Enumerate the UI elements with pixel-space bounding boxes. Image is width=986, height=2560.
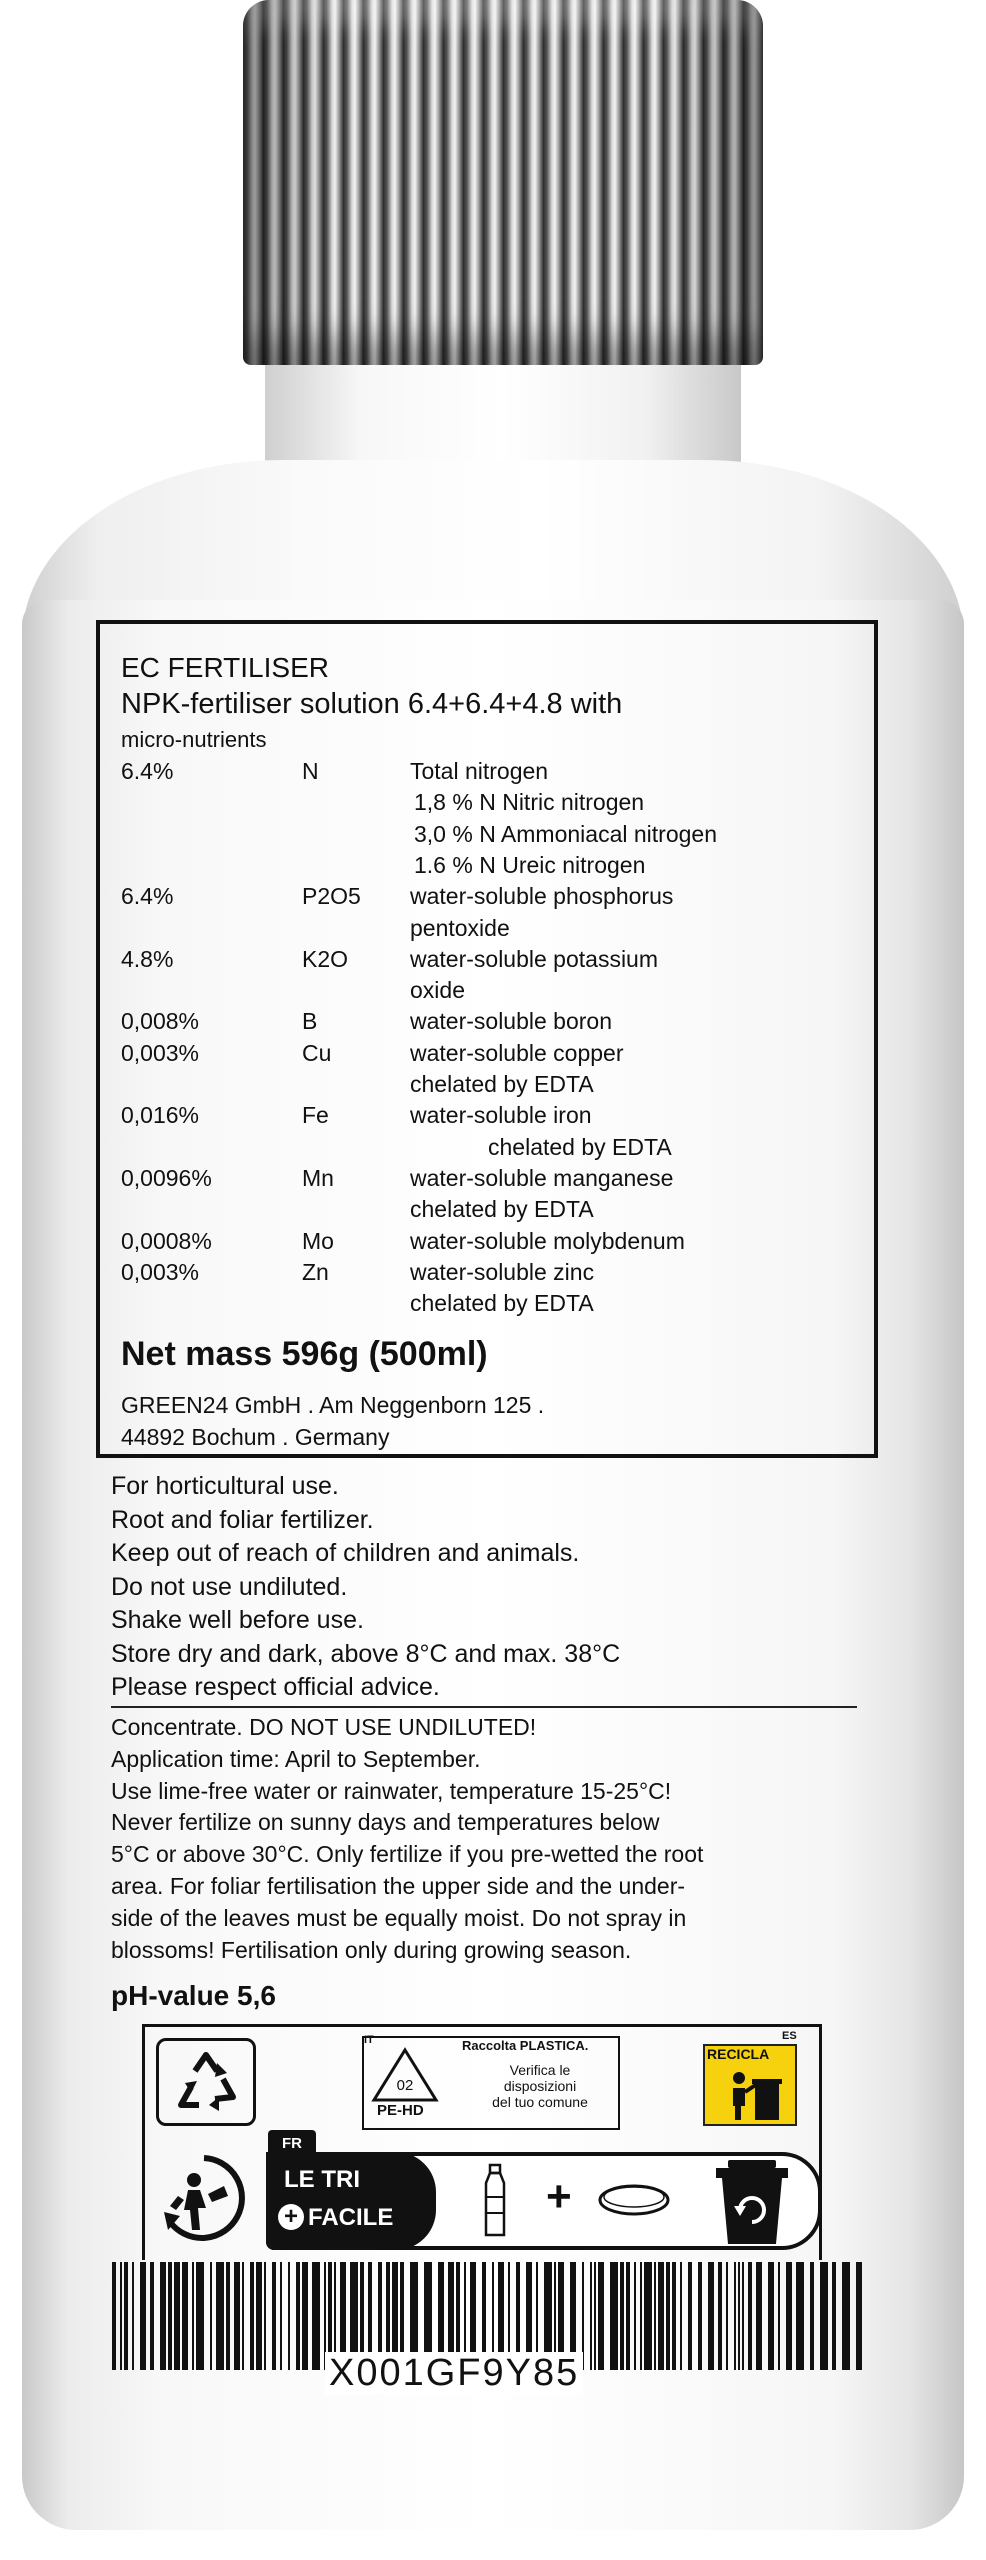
barcode-bar [132,2262,134,2370]
barcode-bar [610,2262,618,2370]
barcode-bar [112,2262,116,2370]
nutrient-desc: 1,8 % N Nitric nitrogen [414,789,645,816]
nutrient-sym: K2O [302,945,349,972]
barcode-bar [658,2262,664,2370]
barcode-bar [160,2262,166,2370]
nutrient-pct: 4.8% [121,945,174,972]
nutrient-desc: chelated by EDTA [410,1071,594,1097]
barcode-bar [590,2262,592,2370]
es-country-tag: ES [782,2030,797,2042]
nutrient-pct: 0,003% [121,1258,200,1285]
barcode-bar [168,2262,172,2370]
barcode-bar [598,2262,604,2370]
barcode-bar [288,2262,290,2370]
it-material-code: PE-HD [377,2102,424,2119]
fr-country-tag: FR [268,2130,316,2156]
nutrient-sym: Mn [302,1164,334,1191]
barcode-bar [768,2262,774,2370]
barcode-bar [680,2262,682,2370]
nutrient-pct: 0,0008% [121,1227,212,1254]
nutrient-sym: B [302,1008,318,1035]
barcode-bar [742,2262,744,2370]
nutrient-sym: Cu [302,1039,332,1066]
usage-line: Shake well before use. [111,1606,364,1634]
barcode-bar [280,2262,282,2370]
application-line: side of the leaves must be equally moist. Do not spray in [111,1904,687,1931]
barcode-bar [250,2262,254,2370]
barcode-bar [708,2262,714,2370]
barcode-bar [778,2262,780,2370]
letri-line-1: LE TRI [284,2166,360,2193]
bottle-cap-shading [243,0,763,365]
barcode-bar [626,2262,630,2370]
barcode-bar [620,2262,624,2370]
barcode-bar [842,2262,850,2370]
barcode-bar [272,2262,276,2370]
barcode-bar [150,2262,154,2370]
barcode-bar [234,2262,240,2370]
barcode-bar [748,2262,752,2370]
application-line: 5°C or above 30°C. Only fertilize if you pre-wetted the root [111,1841,704,1868]
nutrient-sym: N [302,758,319,784]
divider [111,1706,857,1708]
nutrient-sym: Zn [302,1258,329,1285]
application-line: blossoms! Fertilisation only during growing season. [111,1936,632,1963]
barcode-bar [634,2262,636,2370]
nutrient-desc: water-soluble iron [410,1102,592,1129]
recicla-label: RECICLA [707,2046,770,2062]
barcode-bar [302,2262,308,2370]
nutrient-desc: chelated by EDTA [410,1196,594,1223]
application-line: Never fertilize on sunny days and temperatures below [111,1809,660,1836]
it-verify-line-2: disposizioni [503,2078,577,2094]
product-subtitle: NPK-fertiliser solution 6.4+6.4+4.8 with [121,688,623,720]
barcode-bar [672,2262,676,2370]
barcode-bar [654,2262,656,2370]
triman-icon [150,2150,260,2246]
nutrient-desc: 3,0 % N Ammoniacal nitrogen [414,820,717,847]
product-title: EC FERTILISER [121,652,329,683]
barcode-bar [256,2262,262,2370]
letri-logo [266,2152,436,2250]
usage-line: Store dry and dark, above 8°C and max. 38°C [111,1639,621,1668]
application-line: Concentrate. DO NOT USE UNDILUTED! [111,1714,537,1740]
barcode-bar [174,2262,180,2370]
barcode-bar [192,2262,194,2370]
letri-line-2: FACILE [308,2204,394,2231]
nutrient-sym: P2O5 [302,883,361,910]
barcode-bar [640,2262,642,2370]
address-line-2: 44892 Bochum . Germany [121,1424,390,1450]
barcode-bar [718,2262,722,2370]
resin-code-triangle-icon [370,2046,440,2104]
nutrient-desc: water-soluble manganese [410,1164,674,1191]
barcode-bar [242,2262,244,2370]
nutrient-desc: chelated by EDTA [488,1133,672,1160]
barcode-bar [594,2262,596,2370]
application-line: Use lime-free water or rainwater, temperature 15-25°C! [111,1777,672,1804]
product-subtitle-2: micro-nutrients [121,727,267,752]
nutrient-desc: 1.6 % N Ureic nitrogen [414,851,646,878]
barcode-bar [196,2262,204,2370]
usage-line: Please respect official advice. [111,1673,440,1701]
nutrient-pct: 6.4% [121,758,174,784]
application-line: Application time: April to September. [111,1745,481,1772]
it-raccolta-label: Raccolta PLASTICA. [462,2038,589,2053]
application-line: area. For foliar fertilisation the upper side and the under- [111,1873,686,1899]
barcode-bar [820,2262,828,2370]
barcode-bar [734,2262,736,2370]
barcode-bar [688,2262,692,2370]
barcode-bar [210,2262,212,2370]
nutrient-desc: water-soluble phosphorus [410,883,674,910]
barcode-bar [644,2262,652,2370]
barcode-bar [140,2262,146,2370]
usage-line: For horticultural use. [111,1472,339,1500]
barcode-bar [296,2262,300,2370]
it-resin-code: 02 [396,2077,414,2094]
barcode-bar [726,2262,728,2370]
nutrient-sym: Fe [302,1102,329,1129]
nutrient-desc: water-soluble molybdenum [410,1227,685,1254]
nutrient-sym: Mo [302,1227,334,1254]
recycling-bin-icon [712,2158,792,2246]
nutrient-pct: 6.4% [121,883,174,910]
barcode-bar [666,2262,670,2370]
nutrient-pct: 0,0096% [121,1164,212,1191]
usage-line: Root and foliar fertilizer. [111,1505,374,1534]
net-mass: Net mass 596g (500ml) [121,1335,488,1373]
barcode-bar [226,2262,230,2370]
nutrient-pct: 0,016% [121,1102,200,1129]
barcode-bar [796,2262,804,2370]
usage-line: Do not use undiluted. [111,1572,348,1601]
address-line-1: GREEN24 GmbH . Am Neggenborn 125 . [121,1392,545,1418]
barcode-bar [312,2262,320,2370]
barcode-bar [264,2262,266,2370]
barcode-bar [832,2262,836,2370]
bottle-cap-icon [596,2180,672,2220]
nutrient-desc: water-soluble potassium [410,945,659,972]
barcode-bar [120,2262,122,2370]
it-verify-line-3: del tuo comune [492,2094,588,2110]
it-verify-line-1: Verifica le [509,2062,571,2078]
nutrient-desc: pentoxide [410,914,510,941]
plus-sign: + [546,2172,572,2221]
nutrient-desc: water-soluble zinc [410,1258,595,1285]
usage-line: Keep out of reach of children and animals. [111,1539,580,1567]
letri-plus-icon: + [278,2204,304,2230]
barcode-bar [698,2262,702,2370]
barcode-bar [756,2262,762,2370]
plastic-bottle-icon [480,2163,510,2239]
nutrient-desc: Total nitrogen [410,758,549,784]
ph-value: pH-value 5,6 [111,1980,276,2011]
barcode-bar [124,2262,128,2370]
nutrient-desc: oxide [410,977,465,1004]
barcode-bar [216,2262,224,2370]
barcode-bar [738,2262,740,2370]
nutrient-desc: chelated by EDTA [410,1290,594,1317]
nutrient-desc: water-soluble copper [410,1039,624,1066]
it-verify-text [470,2062,610,2110]
it-country-tag: IT [364,2034,374,2046]
barcode-number: X001GF9Y85 [325,2352,583,2395]
barcode-bar [856,2262,862,2370]
barcode-bar [182,2262,188,2370]
nutrient-pct: 0,003% [121,1039,200,1066]
nutrient-pct: 0,008% [121,1008,200,1035]
nutrient-desc: water-soluble boron [410,1008,613,1035]
recycle-icon [156,2038,256,2126]
barcode-bar [810,2262,814,2370]
barcode-bar [786,2262,792,2370]
